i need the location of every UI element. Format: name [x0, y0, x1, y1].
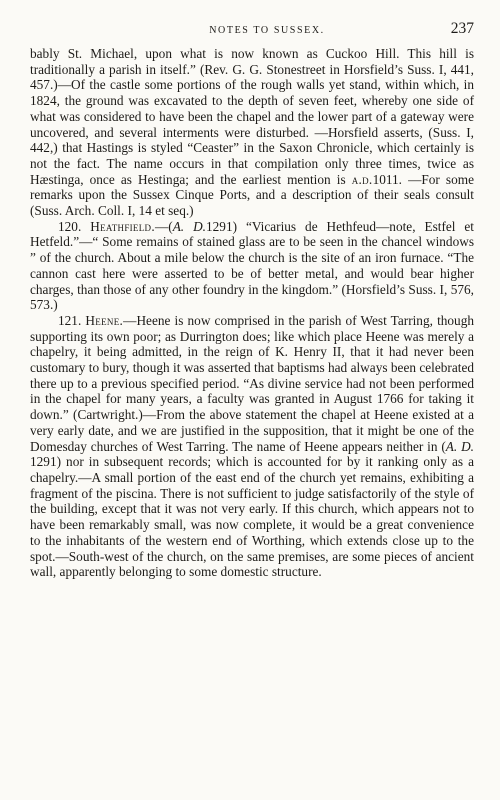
text-run: —Heene is now comprised in the parish of West Tarring, though supporting its own poor; as Durrington does; like which place Heene was merely a chapelry, it being admitted, in the reign of K. Henry II, that it had never been customary to bury, though it was asserted that baptisms had always been celebrated there up to a previous specified period. “As divine service had not been performed in the chapel for many years, a faculty was granted in August 1766 for taking it down.” (Cartwright.)—From the above statement the chapel at Heene existed at a very early date, and we are justified in the supposition, that it might be one of the Domesday churches of West Tarring. The name of Heene appears neither in ( [30, 312, 474, 454]
entry-paragraph [30, 219, 474, 313]
text-run: 1291) “Vicarius de Hethfeud—note, Estfel et Hetfeld.”—“ Some remains of stained glass are to be seen in the chancel windows ” of the church. About a mile below the church is the site of an iron furnace. “The cannon cast here were asserted to be of better metal, and would bear higher charges, than those of any other foundry in the kingdom.” (Horsfield’s Suss. I, 576, 573.) [30, 218, 474, 313]
small-caps-text: Heene. [85, 312, 124, 328]
entry-paragraph [30, 313, 474, 580]
body-text [30, 46, 474, 580]
italic-text: A. D. [445, 438, 475, 454]
italic-text: A. D. [172, 218, 206, 234]
text-run: 1291) nor in subsequent records; which is accounted for by it ranking only as a chapelry.—A small portion of the east end of the church yet remains, exhibiting a fragment of the piscina. There is not sufficient to judge satisfactorily of the style of the building, except that it was not very early. If this church, which appears not to have been remarkably small, was now complete, it would be a great convenience to the inhabitants of the western end of Worthing, which extends close up to the spot.—South-west of the church, on the same premises, are some pieces of ancient wall, apparently belonging to some domestic structure. [30, 454, 474, 580]
text-run: bably St. Michael, upon what is now known as Cuckoo Hill. This hill is traditionally a parish in itself.” (Rev. G. G. Stonestreet in Horsfield’s Suss. I, 441, 457.)—Of the castle some portions of the rough walls yet stand, within which, in 1824, the ground was excavated to the depth of seven feet, whereby one side of what was considered to have been the chapel and the lower part of a gateway were uncovered, and several interments were disturbed. —Horsfield asserts, (Suss. I, 442,) that Hastings is styled “Ceaster” in the Saxon Chronicle, which certainly is not the fact. The name occurs in that compilation only three times, twice as Hæstinga, once as Hestinga; and the earliest mention is [30, 46, 474, 187]
running-head [30, 20, 474, 46]
text-run: —( [154, 218, 173, 234]
text-run: 120. [58, 218, 91, 234]
text-run: 1011. —For some remarks upon the Sussex Cinque Ports, and a description of their seals consult (Suss. Arch. Coll. I, 14 et seq.) [30, 171, 474, 219]
text-run: 121. [58, 312, 86, 328]
continued-paragraph [30, 46, 474, 219]
page-number: 237 [450, 20, 474, 37]
running-head-title: NOTES TO SUSSEX. [209, 25, 325, 36]
small-caps-text: Heathfield. [90, 218, 155, 234]
small-caps-text: a.d. [351, 171, 373, 187]
